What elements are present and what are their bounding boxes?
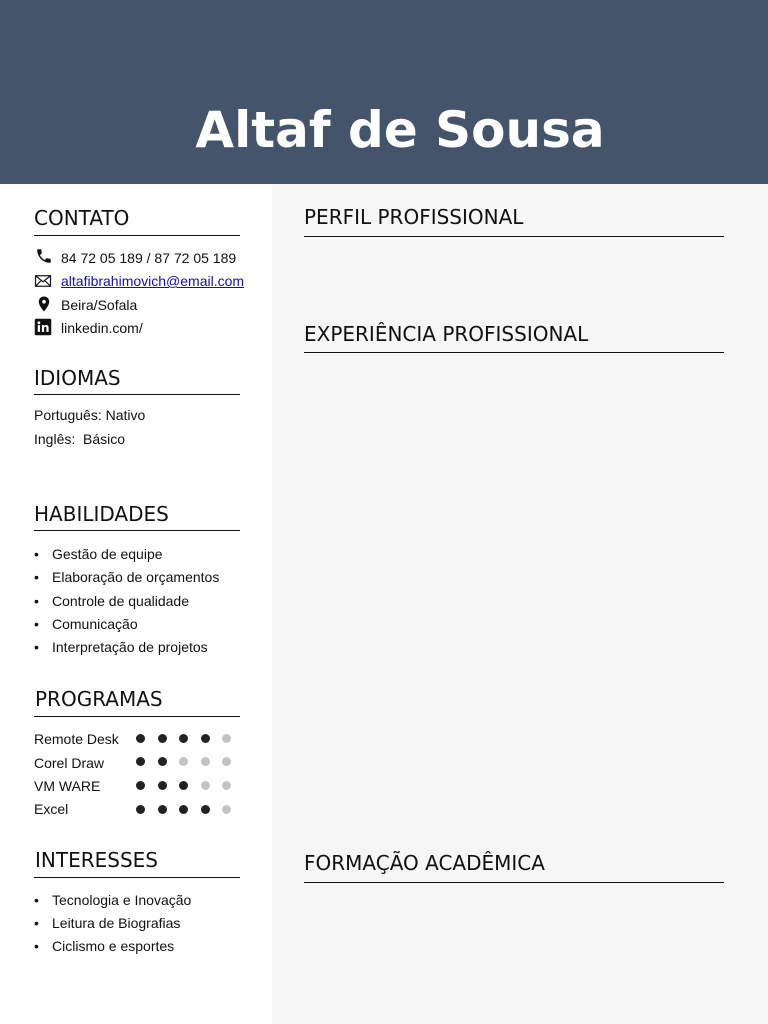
experience-divider	[304, 352, 724, 353]
programs-divider	[34, 716, 240, 717]
programs-title: PROGRAMAS	[35, 687, 163, 711]
profile-divider	[304, 236, 724, 237]
interest-item: • Ciclismo e esportes	[34, 937, 174, 955]
skill-item: • Controle de qualidade	[34, 592, 189, 610]
rating-dot-filled	[201, 734, 210, 743]
rating-dot-filled	[179, 781, 188, 790]
contact-phone: 84 72 05 189 / 87 72 05 189	[61, 250, 237, 266]
skill-item: • Interpretação de projetos	[34, 638, 208, 656]
interest-item: • Tecnologia e Inovação	[34, 891, 191, 909]
rating-dot-filled	[201, 805, 210, 814]
rating-dot-filled	[158, 734, 167, 743]
rating-dot-filled	[136, 757, 145, 766]
contact-location: Beira/Sofala	[61, 297, 138, 313]
experience-title: EXPERIÊNCIA PROFISSIONAL	[304, 322, 589, 346]
contact-email-link[interactable]: altafibrahimovich@email.com	[61, 273, 245, 289]
rating-dot-filled	[158, 757, 167, 766]
rating-dot-empty	[222, 781, 231, 790]
rating-dot-filled	[179, 805, 188, 814]
language-item: Inglês: Básico	[34, 431, 126, 447]
education-title: FORMAÇÃO ACADÊMICA	[304, 851, 545, 875]
program-name: Corel Draw	[34, 755, 105, 771]
email-icon	[34, 272, 52, 290]
rating-dot-empty	[222, 757, 231, 766]
contact-title: CONTATO	[34, 206, 130, 230]
skill-item: • Elaboração de orçamentos	[34, 568, 219, 586]
main-panel	[272, 184, 768, 1024]
rating-dot-filled	[136, 805, 145, 814]
languages-title: IDIOMAS	[34, 366, 121, 390]
interest-item: • Leitura de Biografias	[34, 914, 180, 932]
skill-item: • Gestão de equipe	[34, 545, 163, 563]
contact-linkedin: linkedin.com/	[61, 320, 143, 336]
skill-item: • Comunicação	[34, 615, 138, 633]
language-item: Português: Nativo	[34, 407, 146, 423]
rating-dot-filled	[158, 781, 167, 790]
rating-dot-empty	[222, 805, 231, 814]
rating-dot-filled	[136, 734, 145, 743]
skills-title: HABILIDADES	[34, 502, 169, 526]
rating-dot-empty	[201, 757, 210, 766]
phone-icon	[35, 247, 53, 265]
program-name: Remote Desk	[34, 731, 119, 747]
interests-title: INTERESSES	[35, 848, 158, 872]
education-divider	[304, 882, 724, 883]
contact-divider	[34, 235, 240, 236]
rating-dot-empty	[222, 734, 231, 743]
rating-dot-filled	[158, 805, 167, 814]
rating-dot-filled	[179, 734, 188, 743]
languages-divider	[34, 394, 240, 395]
program-name: VM WARE	[34, 778, 101, 794]
candidate-name: Altaf de Sousa	[195, 101, 605, 159]
profile-title: PERFIL PROFISSIONAL	[304, 205, 524, 229]
linkedin-icon	[34, 318, 52, 336]
location-pin-icon	[35, 295, 53, 313]
rating-dot-filled	[136, 781, 145, 790]
header-banner	[0, 0, 768, 184]
skills-divider	[34, 530, 240, 531]
program-name: Excel	[34, 801, 69, 817]
rating-dot-empty	[179, 757, 188, 766]
interests-divider	[34, 877, 240, 878]
rating-dot-empty	[201, 781, 210, 790]
